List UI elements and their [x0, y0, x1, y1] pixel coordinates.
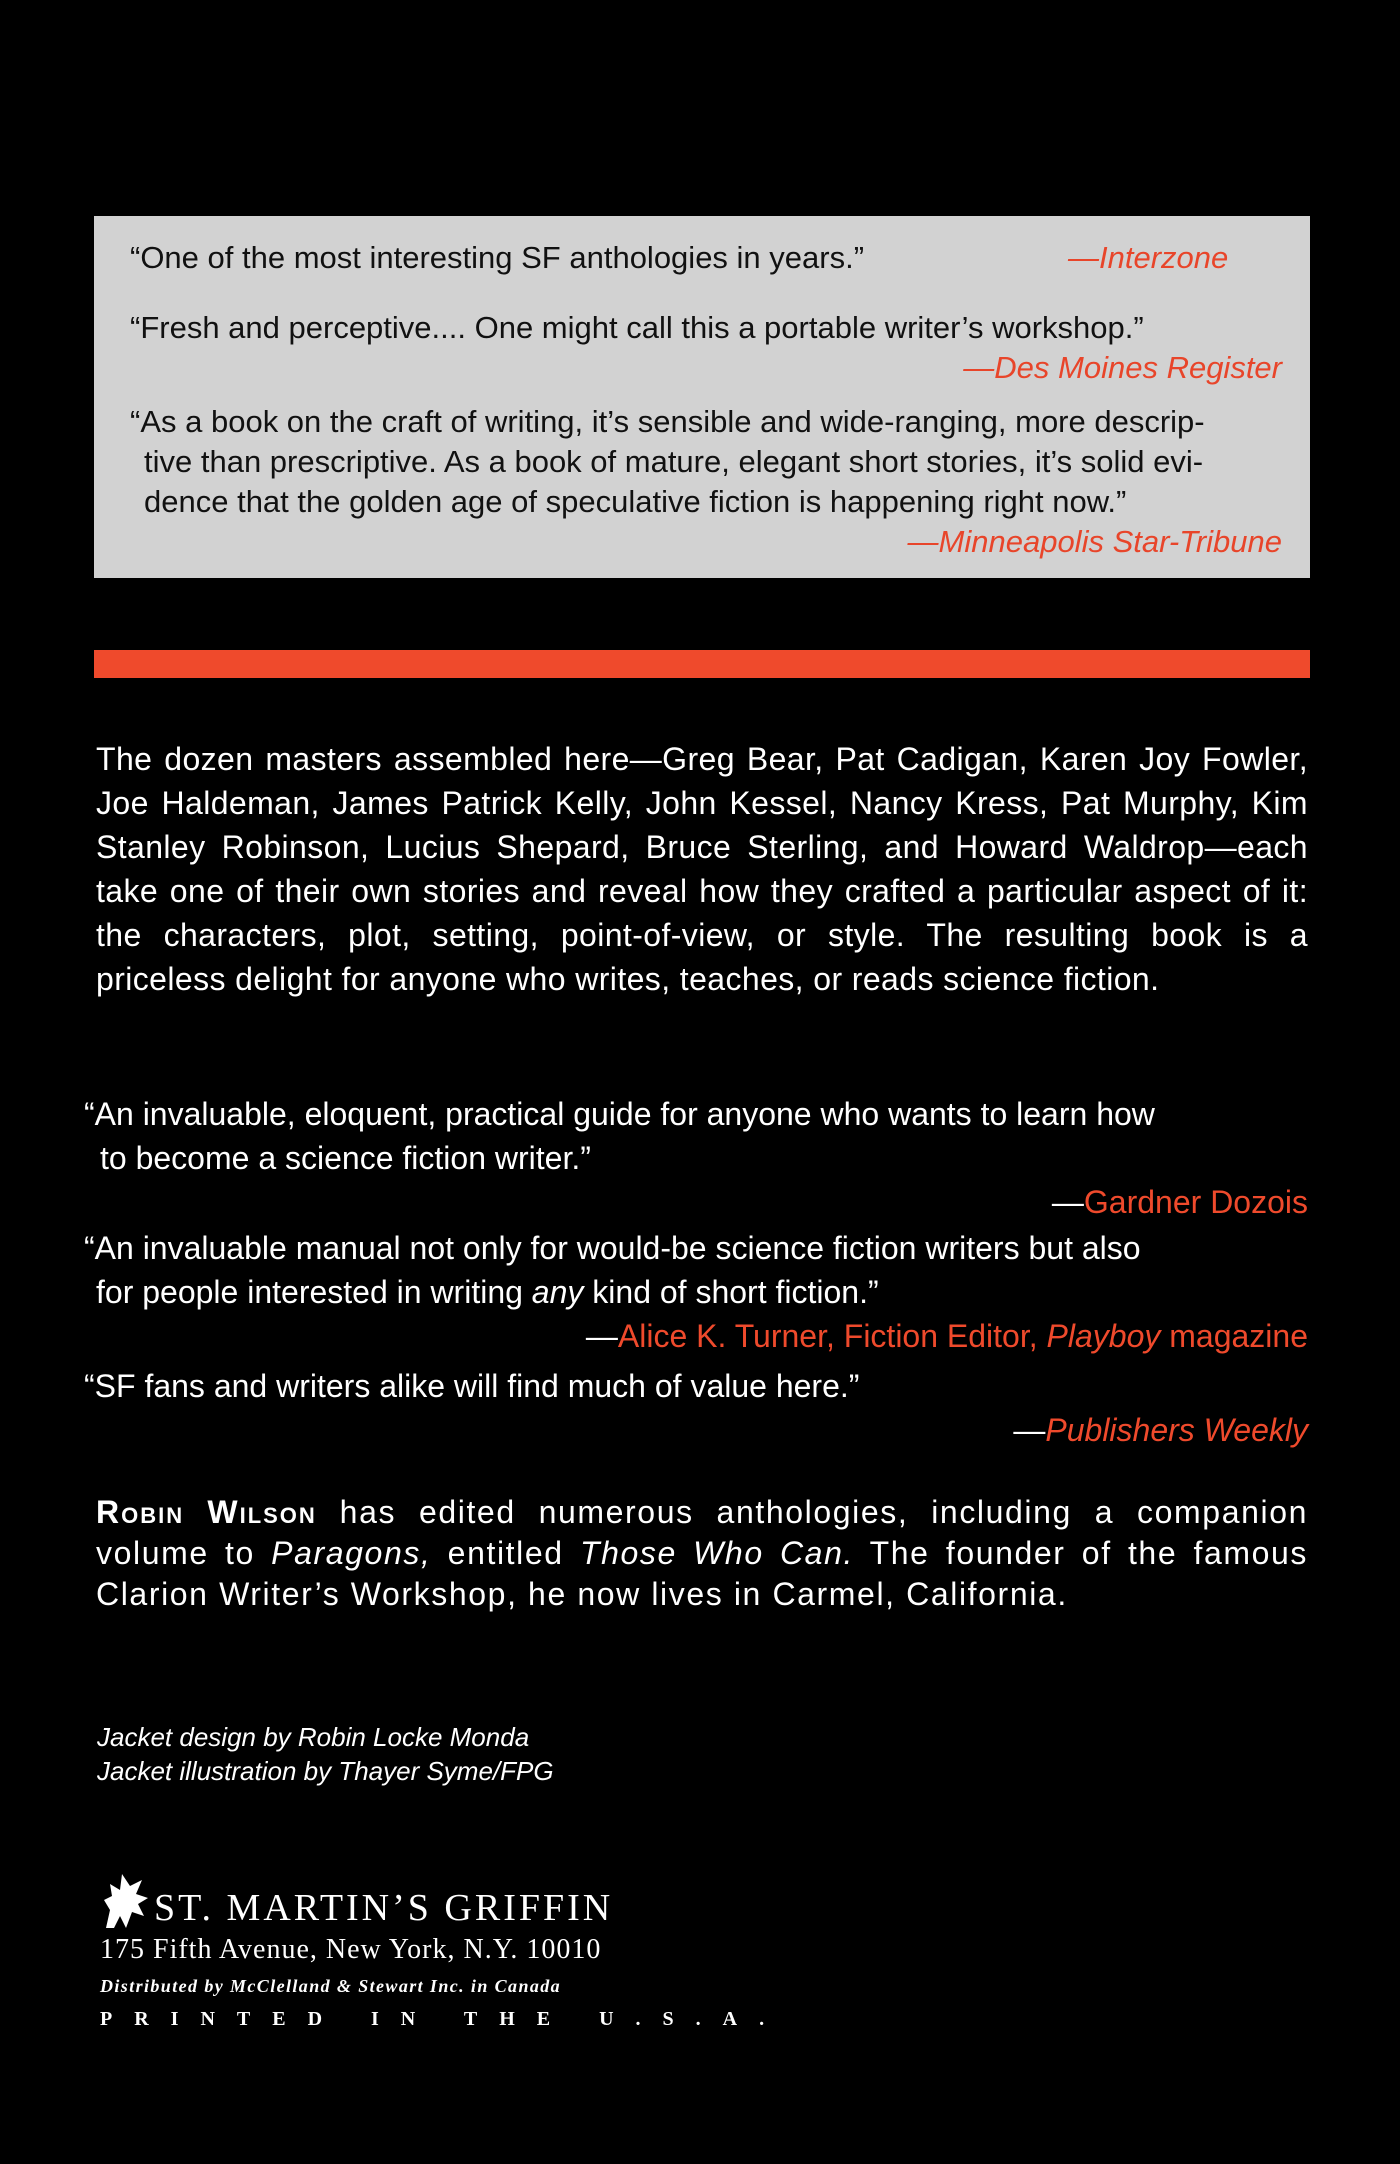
review-pw-source: —Publishers Weekly: [1013, 1412, 1308, 1448]
review-dozois-line1: “An invaluable, eloquent, practical guide for anyone who wants to learn how: [84, 1096, 1155, 1132]
distributor-line: Distributed by McClelland & Stewart Inc. in Canada: [100, 1976, 562, 1996]
quote-minneapolis-line1: “As a book on the craft of writing, it’s sensible and wide-ranging, more descrip-: [130, 404, 1205, 439]
jacket-credits: [97, 1720, 554, 1788]
review-pw-line: “SF fans and writers alike will find much of value here.”: [84, 1368, 860, 1404]
review-turner-line2: for people interested in writing any kind of short fiction.”: [96, 1274, 879, 1310]
author-bio: Robin Wilson has edited numerous anthologies, including a companion volume to Paragons, entitled Those Who Can. The founder of the famous Clarion Writer’s Workshop, he now lives in Carmel, California.: [96, 1494, 1309, 1612]
publisher-name: ST. MARTIN’S GRIFFIN: [154, 1887, 614, 1929]
publisher-address: 175 Fifth Avenue, New York, N.Y. 10010: [100, 1934, 602, 1965]
quote-minneapolis-line3: dence that the golden age of speculative fiction is happening right now.”: [144, 484, 1127, 519]
author-name: Robin Wilson: [96, 1494, 317, 1530]
printed-in-line: PRINTED IN THE U.S.A.: [100, 2008, 787, 2030]
quote-des-moines: “Fresh and perceptive.... One might call this a portable writer’s workshop.”: [130, 310, 1144, 345]
accent-divider: [94, 650, 1310, 678]
review-turner-source: —Alice K. Turner, Fiction Editor, Playboy magazine: [585, 1318, 1308, 1354]
source-minneapolis: —Minneapolis Star-Tribune: [907, 524, 1282, 559]
review-dozois-line2: to become a science fiction writer.”: [100, 1140, 591, 1176]
book-description: The dozen masters assembled here—Greg Bear, Pat Cadigan, Karen Joy Fowler, Joe Haldeman, James Patrick Kelly, John Kessel, Nancy Kress, Pat Murphy, Kim Stanley Robinson, Lucius Shepard, Bruce Sterling, and Howard Waldrop—each take one of their own stories and reveal how they crafted a particular aspect of it: the characters, plot, setting, point-of-view, or style. The resulting book is a priceless delight for anyone who writes, teaches, or reads science fiction.: [96, 741, 1308, 997]
jacket-illustration-credit: Jacket illustration by Thayer Syme/FPG: [97, 1756, 554, 1786]
source-interzone: —Interzone: [1068, 240, 1229, 275]
griffin-logo-icon: [100, 1870, 150, 1930]
review-turner-line1: “An invaluable manual not only for would-be science fiction writers but also: [84, 1230, 1141, 1266]
quote-interzone: “One of the most interesting SF anthologies in years.”: [130, 240, 865, 275]
quote-minneapolis-line2: tive than prescriptive. As a book of mature, elegant short stories, it’s solid evi-: [144, 444, 1204, 479]
review-dozois-source: —Gardner Dozois: [1051, 1184, 1308, 1220]
jacket-design-credit: Jacket design by Robin Locke Monda: [97, 1722, 530, 1752]
praise-box: [94, 216, 1310, 578]
source-des-moines: —Des Moines Register: [963, 350, 1282, 385]
